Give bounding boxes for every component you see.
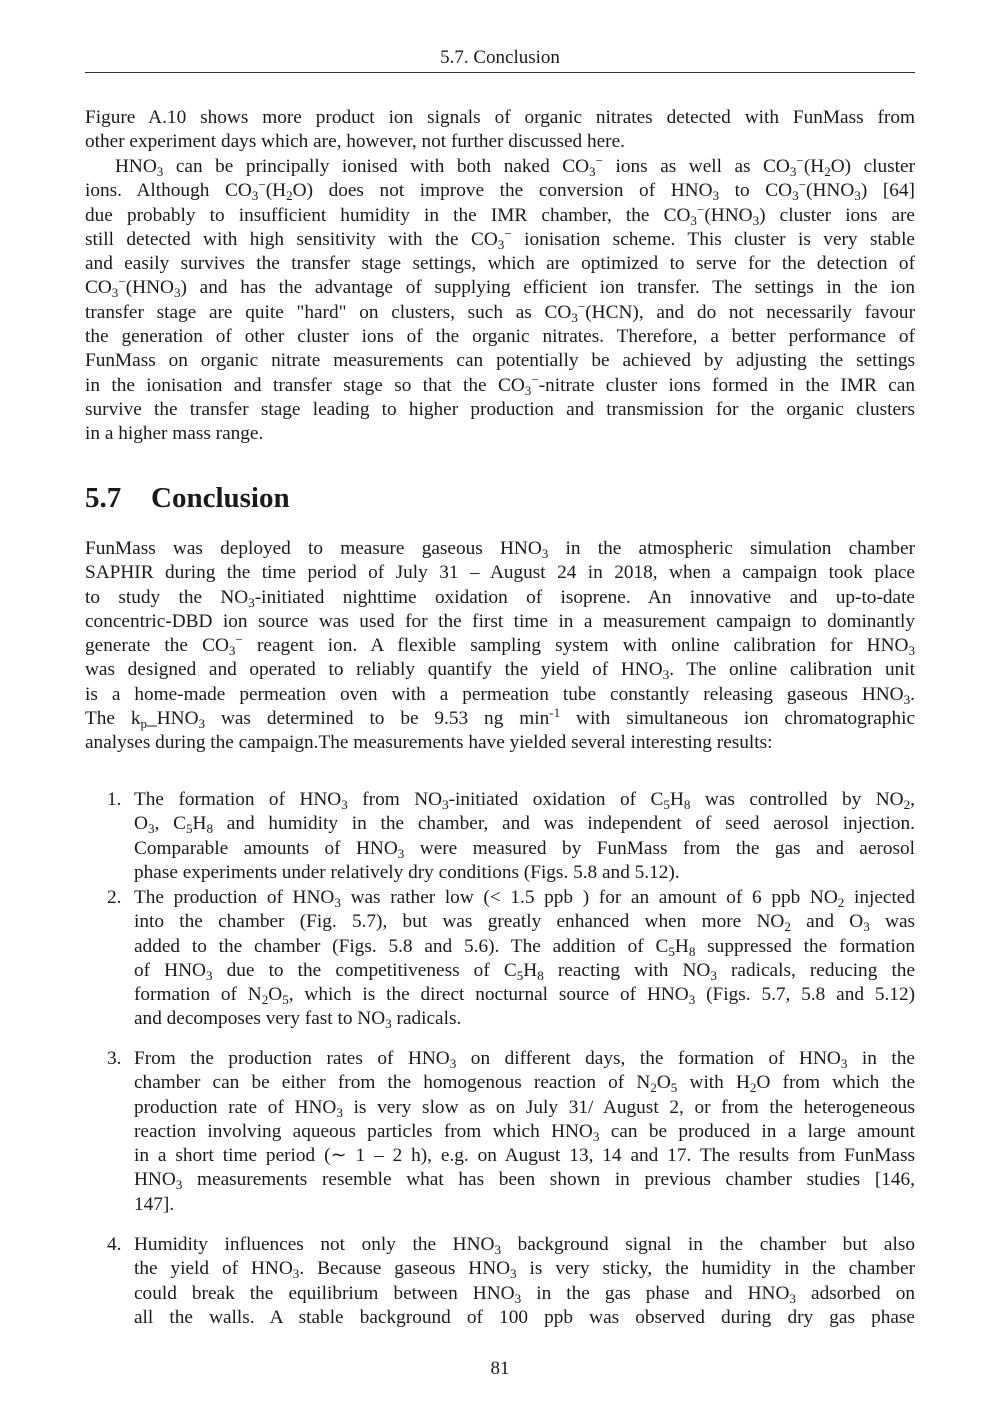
superscript: −	[235, 631, 243, 647]
conclusion-paragraph	[85, 537, 915, 756]
subscript: 5	[516, 967, 524, 983]
text-line: to study the $NO_3$-initiated nighttime oxidation of isoprene. An innovative and up-to-date	[85, 586, 915, 610]
results-list-item-1	[107, 788, 915, 885]
subscript: 3	[510, 1266, 517, 1282]
text-line: all the walls. A stable background of 100 ppb was observed during dry gas phase	[134, 1306, 915, 1328]
superscript: −	[504, 225, 512, 241]
subscript: 2	[286, 188, 293, 204]
subscript: 3	[541, 545, 549, 561]
running-header	[85, 46, 915, 73]
text-line: The $k_p\_HNO_3$ was determined to be 9.53 ng $\min^{-1}$ with simultaneous ion chromatographic	[85, 704, 915, 731]
text-line: $O_3$, $C_5H_8$ and humidity in the chamber, and was independent of seed aerosol injection.	[134, 813, 915, 837]
subscript: 3	[175, 1177, 183, 1193]
text-line: FunMass on organic nitrate measurements can potentially be achieved by adjusting the settings	[85, 350, 915, 372]
subscript: 3	[111, 285, 119, 301]
running-header-text: 5.7. Conclusion	[440, 47, 560, 68]
subscript: 2	[650, 1080, 657, 1096]
text-line: production rate of $HNO_3$ is very slow as on July 31/ August 2, or from the heterogeneous	[134, 1096, 916, 1120]
subscript: 3	[690, 212, 697, 228]
subscript: 3	[712, 188, 720, 204]
text-line: transfer stage are quite "hard" on clusters, such as $CO_3^-(HCN)$, and do not necessarily favour	[85, 298, 915, 325]
subscript: 2	[837, 894, 845, 910]
subscript: 3	[908, 643, 915, 659]
subscript: 8	[206, 821, 214, 837]
subscript: 3	[854, 188, 861, 204]
subscript: 8	[688, 943, 696, 959]
text-line: concentric-DBD ion source was used for the first time in a measurement campaign to dominantly	[85, 610, 915, 632]
text-line: analyses during the campaign.The measurements have yielded several interesting results:	[85, 732, 773, 754]
subscript: 3	[592, 1128, 600, 1144]
text-line: due probably to insufficient humidity in the IMR chamber, the $CO_3^-(HNO_3)$ cluster ions are	[85, 201, 915, 228]
subscript: 3	[336, 1104, 343, 1120]
intro-paragraph-ionisation	[85, 152, 916, 447]
subscript: 3	[173, 285, 181, 301]
text-line: still detected with high sensitivity with the $CO_3^-$ ionisation scheme. This cluster is very stable	[85, 225, 915, 252]
list-marker: 4.	[107, 1234, 122, 1255]
subscript: 5	[663, 796, 670, 812]
subscript: 5	[670, 1080, 678, 1096]
text-line: $HNO_3$ measurements resemble what has been shown in previous chamber studies [146,	[134, 1169, 915, 1193]
superscript: −	[696, 201, 705, 217]
text-line: formation of $N_2O_5$, which is the direct nocturnal source of $HNO_3$ (Figs. 5.7, 5.8 and 5.12)	[134, 984, 915, 1008]
subscript: 3	[205, 967, 213, 983]
subscript: 3	[662, 667, 670, 683]
text-line: added to the chamber (Figs. 5.8 and 5.6). The addition of $C_5H_8$ suppressed the formation	[134, 935, 915, 959]
text-line: Humidity influences not only the $HNO_3$ background signal in the chamber but also	[134, 1234, 915, 1257]
text-line: SAPHIR during the time period of July 31 – August 24 in 2018, when a campaign took place	[85, 562, 915, 584]
subscript: 3	[688, 992, 696, 1008]
intro-paragraph-figure-ref	[85, 106, 915, 155]
subscript: 8	[537, 967, 544, 983]
text-line: The formation of $HNO_3$ from $NO_3$-initiated oxidation of $C_5H_8$ was controlled by $NO_2$,	[134, 789, 915, 812]
text-line: the generation of other cluster ions of the organic nitrates. Therefore, a better performance of	[85, 326, 915, 348]
list-item-content	[134, 1233, 915, 1330]
text-line: in the ionisation and transfer stage so that the $CO_3^-$-nitrate cluster ions formed in the IMR can	[85, 371, 915, 398]
text-line: and decomposes very fast to $NO_3$ radicals.	[134, 1008, 462, 1032]
subscript: p	[140, 716, 148, 731]
list-marker: 3.	[107, 1048, 122, 1069]
text-line: into the chamber (Fig. 5.7), but was greatly enhanced when more $NO_2$ and $O_3$ was	[134, 911, 916, 935]
subscript: 2	[824, 163, 831, 179]
list-marker: 2.	[107, 887, 122, 908]
subscript: 2	[749, 1080, 757, 1096]
subscript: 3	[589, 163, 596, 179]
text-line: could break the equilibrium between $HNO_3$ in the gas phase and $HNO_3$ adsorbed on	[134, 1282, 915, 1306]
subscript: 3	[710, 967, 717, 983]
subscript: 2	[261, 992, 269, 1008]
section-number: 5.7	[85, 482, 122, 514]
text-line: $CO_3^-(HNO_3)$ and has the advantage of supplying efficient ion transfer. The settings in the ion	[85, 274, 915, 301]
list-item-content	[134, 1047, 915, 1217]
subscript: 3	[397, 845, 405, 861]
subscript: 3	[198, 716, 206, 731]
text-line: From the production rates of $HNO_3$ on different days, the formation of $HNO_3$ in the	[134, 1048, 915, 1071]
text-line: survive the transfer stage leading to higher production and transmission for the organic clusters	[85, 398, 915, 420]
text-line: $HNO_3$ can be principally ionised with both naked $CO_3^-$ ions as well as $CO_3^-(H_2O)$ cluster	[115, 152, 916, 179]
text-line: in a short time period (∼ 1 – 2 h), e.g. on August 13, 14 and 17. The results from FunMass	[134, 1145, 915, 1167]
text-line: ions. Although $CO_3^-(H_2O)$ does not improve the conversion of $HNO_3$ to $CO_3^-(HNO_3)$ [64]	[85, 177, 915, 204]
text-line: 147].	[134, 1193, 175, 1215]
section-title: Conclusion	[151, 482, 290, 514]
superscript: −	[118, 274, 126, 290]
results-list-item-3	[107, 1047, 915, 1217]
subscript: 2	[903, 796, 911, 812]
results-list-item-4	[107, 1233, 915, 1330]
subscript: 3	[292, 1266, 300, 1282]
subscript: 3	[251, 188, 259, 204]
results-list-item-2	[107, 886, 915, 1032]
subscript: 3	[514, 1290, 522, 1306]
page-number: 81	[490, 1358, 510, 1379]
superscript: −	[258, 177, 266, 193]
subscript: 3	[863, 919, 870, 935]
superscript: −	[577, 298, 586, 314]
subscript: 3	[334, 894, 341, 910]
text-line: generate the $CO_3^-$ reagent ion. A flexible sampling system with online calibration for $HNO_3$	[85, 631, 915, 659]
subscript: 3	[494, 1241, 502, 1257]
subscript: 3	[147, 821, 155, 837]
subscript: 3	[248, 594, 255, 610]
text-line: was designed and operated to reliably quantify the yield of $HNO_3$. The online calibration unit	[85, 659, 915, 683]
text-line: of $HNO_3$ due to the competitiveness of $C_5H_8$ reacting with $NO_3$ radicals, reducing the	[134, 959, 916, 983]
subscript: 3	[792, 188, 799, 204]
text-line: Comparable amounts of $HNO_3$ were measured by FunMass from the gas and aerosol	[134, 837, 915, 861]
subscript: 3	[385, 1016, 392, 1032]
superscript: −	[595, 152, 604, 168]
superscript: −	[796, 152, 804, 168]
text-line: and easily survives the transfer stage settings, which are optimized to serve for the detection of	[85, 253, 915, 275]
text-line: chamber can be either from the homogenous reaction of $N_2O_5$ with $H_2O$ from which the	[134, 1072, 916, 1096]
text-line: phase experiments under relatively dry conditions (Figs. 5.8 and 5.12).	[134, 861, 680, 883]
superscript: -1	[549, 704, 561, 720]
subscript: 3	[752, 212, 760, 228]
superscript: −	[798, 177, 807, 193]
subscript: 3	[156, 163, 164, 179]
text-line: FunMass was deployed to measure gaseous $HNO_3$ in the atmospheric simulation chamber	[85, 538, 915, 561]
subscript: 3	[789, 1290, 796, 1306]
text-line: other experiment days which are, however, not further discussed here.	[85, 131, 625, 153]
text-line: reaction involving aqueous particles from which $HNO_3$ can be produced in a large amount	[134, 1120, 916, 1144]
subscript: 3	[442, 796, 449, 812]
subscript: 8	[683, 796, 691, 812]
text-line: The production of $HNO_3$ was rather low (< 1.5 ppb ) for an amount of 6 ppb $NO_2$ injected	[134, 887, 915, 910]
subscript: 3	[524, 382, 532, 398]
subscript: 3	[903, 691, 911, 707]
text-line: is a home-made permeation oven with a permeation tube constantly releasing gaseous $HNO_3$.	[85, 683, 915, 707]
subscript: 5	[282, 992, 289, 1008]
subscript: 3	[449, 1055, 457, 1071]
subscript: 3	[571, 309, 578, 325]
text-line: in a higher mass range.	[85, 423, 264, 445]
subscript: 3	[840, 1055, 848, 1071]
list-item-content	[134, 886, 915, 1032]
list-item-content	[134, 788, 915, 885]
subscript: 3	[497, 236, 505, 252]
section-heading	[85, 482, 290, 515]
subscript: 5	[185, 821, 193, 837]
list-marker: 1.	[107, 789, 122, 810]
subscript: 3	[341, 796, 348, 812]
text-line: the yield of $HNO_3$. Because gaseous $HNO_3$ is very sticky, the humidity in the chamber	[134, 1258, 916, 1282]
subscript: 3	[789, 163, 797, 179]
subscript: 5	[668, 943, 675, 959]
text-line: Figure A.10 shows more product ion signals of organic nitrates detected with FunMass from	[85, 107, 915, 128]
subscript: 2	[784, 919, 791, 935]
subscript: 3	[228, 643, 236, 659]
superscript: −	[531, 371, 539, 387]
